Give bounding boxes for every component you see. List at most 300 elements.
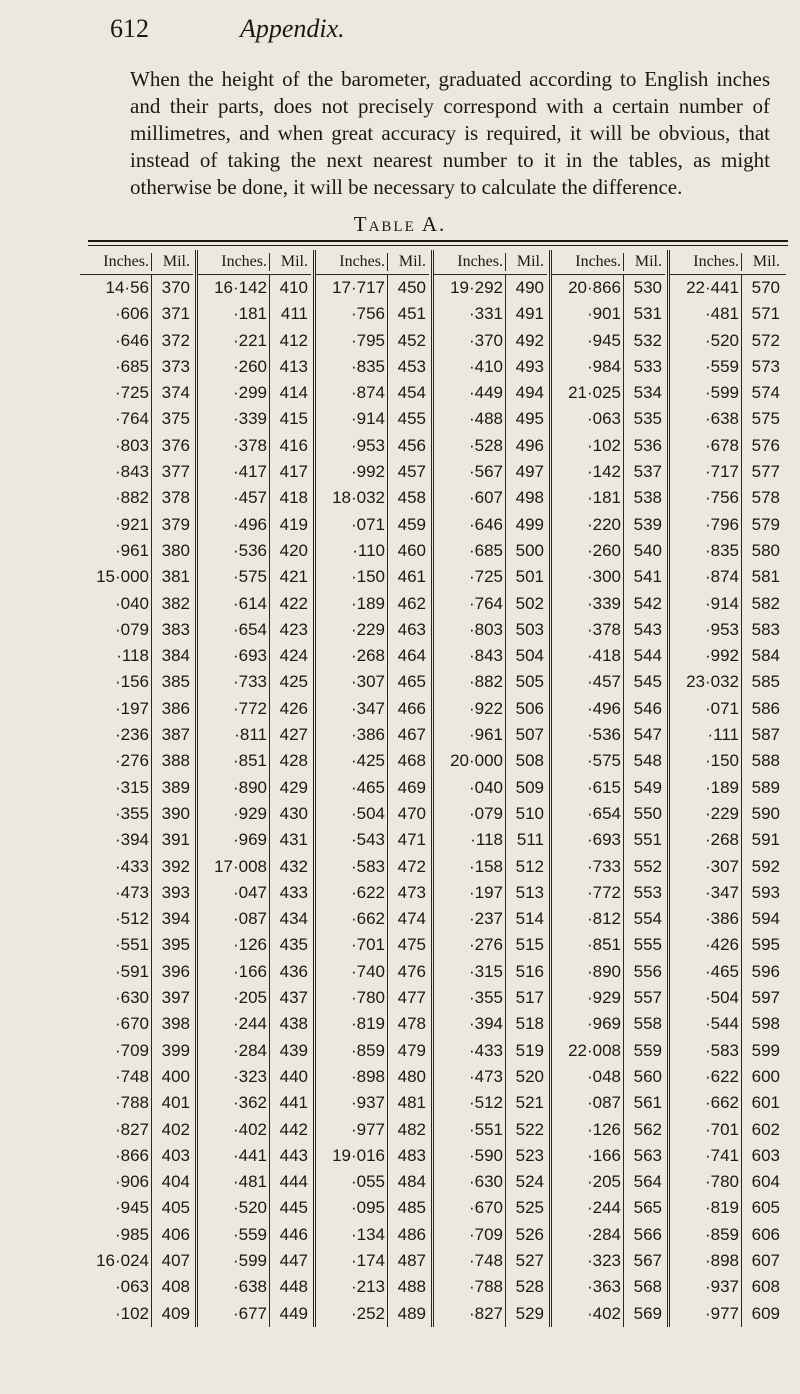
inches-cell: ·748 xyxy=(434,1248,506,1274)
table-row xyxy=(434,1143,547,1169)
mil-cell: 557 xyxy=(633,988,662,1008)
mil-cell: 562 xyxy=(633,1119,662,1139)
table-row xyxy=(434,775,547,801)
table-row xyxy=(198,1248,311,1274)
table-row xyxy=(434,1090,547,1116)
inches-cell: ·386 xyxy=(670,906,742,932)
inches-cell: ·906 xyxy=(80,1169,152,1195)
mil-cell: 476 xyxy=(397,961,426,981)
inches-cell: ·229 xyxy=(316,617,388,643)
mil-cell: 525 xyxy=(515,1198,544,1218)
table-row xyxy=(80,591,193,617)
mil-cell: 504 xyxy=(515,646,544,666)
mil-cell: 423 xyxy=(279,619,308,639)
mil-cell: 470 xyxy=(397,803,426,823)
inches-cell: ·063 xyxy=(80,1274,152,1300)
table-row xyxy=(316,459,429,485)
mil-cell: 558 xyxy=(633,1014,662,1034)
inches-cell: ·496 xyxy=(552,696,624,722)
table-row xyxy=(670,827,786,853)
mil-cell: 499 xyxy=(515,514,544,534)
inches-cell: ·835 xyxy=(316,354,388,380)
mil-cell: 406 xyxy=(161,1224,190,1244)
table-row xyxy=(552,433,665,459)
mil-cell: 544 xyxy=(633,646,662,666)
inches-cell: 22·441 xyxy=(670,275,742,301)
inches-cell: ·961 xyxy=(80,538,152,564)
inches-cell: ·307 xyxy=(316,669,388,695)
table-row xyxy=(434,643,547,669)
inches-cell: ·473 xyxy=(434,1064,506,1090)
inches-cell: ·961 xyxy=(434,722,506,748)
mil-cell: 430 xyxy=(279,803,308,823)
mil-cell: 475 xyxy=(397,935,426,955)
table-row xyxy=(80,538,193,564)
inches-cell: ·150 xyxy=(670,748,742,774)
mil-cell: 391 xyxy=(161,830,190,850)
mil-cell: 462 xyxy=(397,593,426,613)
mil-cell: 551 xyxy=(633,830,662,850)
column-headers xyxy=(670,250,786,275)
inches-cell: ·063 xyxy=(552,406,624,432)
inches-cell: ·410 xyxy=(434,354,506,380)
table-row xyxy=(670,801,786,827)
mil-cell: 592 xyxy=(751,856,780,876)
table-row xyxy=(434,854,547,880)
inches-cell: 20·000 xyxy=(434,748,506,774)
inches-cell: ·055 xyxy=(316,1169,388,1195)
inches-cell: ·654 xyxy=(552,801,624,827)
inches-cell: ·150 xyxy=(316,564,388,590)
table-row xyxy=(434,538,547,564)
inches-cell: ·268 xyxy=(316,643,388,669)
inches-cell: ·992 xyxy=(316,459,388,485)
inches-cell: ·725 xyxy=(80,380,152,406)
table-row xyxy=(552,617,665,643)
inches-cell: ·622 xyxy=(670,1064,742,1090)
table-row xyxy=(670,1169,786,1195)
table-row xyxy=(80,1064,193,1090)
column-headers xyxy=(198,250,311,275)
table-row xyxy=(434,959,547,985)
header-inches: Inches. xyxy=(670,253,742,271)
inches-cell: ·166 xyxy=(552,1143,624,1169)
mil-cell: 547 xyxy=(633,725,662,745)
table-row xyxy=(316,564,429,590)
mil-cell: 417 xyxy=(279,462,308,482)
mil-cell: 572 xyxy=(751,330,780,350)
inches-cell: ·323 xyxy=(198,1064,270,1090)
inches-cell: ·937 xyxy=(316,1090,388,1116)
inches-cell: ·670 xyxy=(434,1195,506,1221)
mil-cell: 602 xyxy=(751,1119,780,1139)
inches-cell: ·780 xyxy=(670,1169,742,1195)
inches-cell: ·859 xyxy=(670,1222,742,1248)
table-row xyxy=(80,1222,193,1248)
table-row xyxy=(316,1143,429,1169)
inches-cell: ·559 xyxy=(198,1222,270,1248)
mil-cell: 517 xyxy=(515,988,544,1008)
mil-cell: 390 xyxy=(161,803,190,823)
mil-cell: 497 xyxy=(515,462,544,482)
inches-cell: 23·032 xyxy=(670,669,742,695)
mil-cell: 428 xyxy=(279,751,308,771)
inches-cell: ·646 xyxy=(80,328,152,354)
mil-cell: 479 xyxy=(397,1040,426,1060)
inches-cell: ·126 xyxy=(552,1117,624,1143)
mil-cell: 514 xyxy=(515,909,544,929)
mil-cell: 597 xyxy=(751,988,780,1008)
table-row xyxy=(552,669,665,695)
table-row xyxy=(198,696,311,722)
inches-cell: ·890 xyxy=(198,775,270,801)
mil-cell: 383 xyxy=(161,619,190,639)
inches-cell: ·937 xyxy=(670,1274,742,1300)
mil-cell: 520 xyxy=(515,1066,544,1086)
table-row xyxy=(80,880,193,906)
table-row xyxy=(552,906,665,932)
header-inches: Inches. xyxy=(80,253,152,271)
mil-cell: 586 xyxy=(751,698,780,718)
table-row xyxy=(670,932,786,958)
table-row xyxy=(552,1038,665,1064)
table-row xyxy=(198,1117,311,1143)
inches-cell: ·300 xyxy=(552,564,624,590)
inches-cell: ·378 xyxy=(198,433,270,459)
table-row xyxy=(316,1195,429,1221)
inches-cell: ·812 xyxy=(552,906,624,932)
mil-cell: 465 xyxy=(397,672,426,692)
mil-cell: 446 xyxy=(279,1224,308,1244)
inches-cell: 19·016 xyxy=(316,1143,388,1169)
mil-cell: 567 xyxy=(633,1250,662,1270)
table-row xyxy=(434,328,547,354)
mil-cell: 608 xyxy=(751,1277,780,1297)
mil-cell: 566 xyxy=(633,1224,662,1244)
mil-cell: 388 xyxy=(161,751,190,771)
inches-cell: ·874 xyxy=(316,380,388,406)
mil-cell: 441 xyxy=(279,1093,308,1113)
intro-paragraph: When the height of the barometer, graduated according to English inches and their parts, does not precisely correspond with a certain number of millimetres, and when great accuracy is required, it will be obvious, that instead of taking the next nearest number to it in the tables, as might otherwise be done, it will be necessary to calculate the difference. xyxy=(130,67,770,199)
inches-cell: ·866 xyxy=(80,1143,152,1169)
mil-cell: 539 xyxy=(633,514,662,534)
inches-cell: ·843 xyxy=(434,643,506,669)
table-row xyxy=(198,538,311,564)
inches-cell: ·433 xyxy=(80,854,152,880)
mil-cell: 453 xyxy=(397,356,426,376)
mil-cell: 607 xyxy=(751,1250,780,1270)
mil-cell: 386 xyxy=(161,698,190,718)
inches-cell: 18·032 xyxy=(316,485,388,511)
table-row xyxy=(670,275,786,301)
mil-cell: 574 xyxy=(751,383,780,403)
mil-cell: 398 xyxy=(161,1014,190,1034)
mil-cell: 450 xyxy=(397,278,426,297)
inches-cell: ·339 xyxy=(198,406,270,432)
mil-cell: 431 xyxy=(279,830,308,850)
mil-cell: 455 xyxy=(397,409,426,429)
table-row xyxy=(198,932,311,958)
inches-cell: ·977 xyxy=(316,1117,388,1143)
inches-cell: ·764 xyxy=(80,406,152,432)
mil-cell: 598 xyxy=(751,1014,780,1034)
inches-cell: ·953 xyxy=(316,433,388,459)
table-title: Table A. xyxy=(353,212,447,236)
inches-cell: ·811 xyxy=(198,722,270,748)
inches-cell: ·945 xyxy=(552,328,624,354)
page-header xyxy=(110,14,710,54)
mil-cell: 434 xyxy=(279,909,308,929)
mil-cell: 537 xyxy=(633,462,662,482)
mil-cell: 372 xyxy=(161,330,190,350)
table-row xyxy=(316,748,429,774)
inches-cell: ·606 xyxy=(80,301,152,327)
table-row xyxy=(316,591,429,617)
inches-cell: ·040 xyxy=(80,591,152,617)
inches-cell: ·536 xyxy=(552,722,624,748)
inches-cell: ·929 xyxy=(552,985,624,1011)
inches-cell: 14·56 xyxy=(80,275,152,301)
mil-cell: 581 xyxy=(751,567,780,587)
table-row xyxy=(670,1195,786,1221)
mil-cell: 502 xyxy=(515,593,544,613)
mil-cell: 442 xyxy=(279,1119,308,1139)
table-row xyxy=(434,906,547,932)
inches-cell: ·528 xyxy=(434,433,506,459)
inches-cell: ·670 xyxy=(80,1011,152,1037)
table-row xyxy=(670,696,786,722)
mil-cell: 565 xyxy=(633,1198,662,1218)
mil-cell: 545 xyxy=(633,672,662,692)
inches-cell: 17·008 xyxy=(198,854,270,880)
inches-cell: ·788 xyxy=(80,1090,152,1116)
mil-cell: 481 xyxy=(397,1093,426,1113)
mil-cell: 556 xyxy=(633,961,662,981)
table-row xyxy=(552,591,665,617)
inches-cell: ·662 xyxy=(316,906,388,932)
inches-cell: ·788 xyxy=(434,1274,506,1300)
mil-cell: 529 xyxy=(515,1303,544,1323)
inches-cell: ·418 xyxy=(552,643,624,669)
mil-cell: 444 xyxy=(279,1172,308,1192)
table-row xyxy=(670,669,786,695)
inches-cell: ·733 xyxy=(198,669,270,695)
inches-cell: 16·142 xyxy=(198,275,270,301)
inches-cell: ·244 xyxy=(552,1195,624,1221)
inches-cell: ·134 xyxy=(316,1222,388,1248)
inches-cell: ·630 xyxy=(434,1169,506,1195)
table-row xyxy=(316,617,429,643)
inches-cell: ·693 xyxy=(552,827,624,853)
table-row xyxy=(670,1274,786,1300)
inches-cell: ·488 xyxy=(434,406,506,432)
mil-cell: 518 xyxy=(515,1014,544,1034)
mil-cell: 579 xyxy=(751,514,780,534)
table-row xyxy=(198,354,311,380)
mil-cell: 606 xyxy=(751,1224,780,1244)
inches-cell: ·701 xyxy=(670,1117,742,1143)
inches-cell: ·156 xyxy=(80,669,152,695)
mil-cell: 472 xyxy=(397,856,426,876)
mil-cell: 601 xyxy=(751,1093,780,1113)
mil-cell: 445 xyxy=(279,1198,308,1218)
mil-cell: 576 xyxy=(751,435,780,455)
inches-cell: ·551 xyxy=(80,932,152,958)
table-row xyxy=(80,1143,193,1169)
inches-cell: ·496 xyxy=(198,512,270,538)
mil-cell: 440 xyxy=(279,1066,308,1086)
table-row xyxy=(434,301,547,327)
inches-cell: ·756 xyxy=(670,485,742,511)
table-row xyxy=(198,775,311,801)
table-row xyxy=(670,1064,786,1090)
inches-cell: ·733 xyxy=(552,854,624,880)
table-row xyxy=(80,1195,193,1221)
mil-cell: 439 xyxy=(279,1040,308,1060)
table-row xyxy=(434,1222,547,1248)
inches-cell: ·969 xyxy=(198,827,270,853)
mil-cell: 494 xyxy=(515,383,544,403)
mil-cell: 582 xyxy=(751,593,780,613)
table-row xyxy=(198,1274,311,1300)
table-row xyxy=(198,485,311,511)
mil-cell: 538 xyxy=(633,488,662,508)
inches-cell: ·882 xyxy=(80,485,152,511)
mil-cell: 448 xyxy=(279,1277,308,1297)
table-row xyxy=(198,1301,311,1327)
mil-cell: 403 xyxy=(161,1145,190,1165)
inches-cell: ·914 xyxy=(316,406,388,432)
mil-cell: 492 xyxy=(515,330,544,350)
inches-cell: ·378 xyxy=(552,617,624,643)
table-row xyxy=(316,932,429,958)
inches-cell: ·441 xyxy=(198,1143,270,1169)
table-row xyxy=(670,459,786,485)
inches-cell: ·544 xyxy=(670,1011,742,1037)
table-row xyxy=(552,854,665,880)
running-head: Appendix. xyxy=(240,14,345,43)
table-row xyxy=(552,1248,665,1274)
inches-cell: ·591 xyxy=(80,959,152,985)
inches-cell: ·087 xyxy=(198,906,270,932)
mil-cell: 464 xyxy=(397,646,426,666)
table-row xyxy=(316,643,429,669)
inches-cell: 21·025 xyxy=(552,380,624,406)
table-row xyxy=(80,485,193,511)
mil-cell: 374 xyxy=(161,383,190,403)
table-row xyxy=(670,591,786,617)
inches-cell: ·921 xyxy=(80,512,152,538)
table-row xyxy=(552,1117,665,1143)
table-row xyxy=(552,1301,665,1327)
mil-cell: 463 xyxy=(397,619,426,639)
column-headers xyxy=(316,250,429,275)
inches-cell: ·048 xyxy=(552,1064,624,1090)
header-inches: Inches. xyxy=(198,253,270,271)
table-row xyxy=(552,485,665,511)
table-row xyxy=(80,1011,193,1037)
inches-cell: ·095 xyxy=(316,1195,388,1221)
table-row xyxy=(316,380,429,406)
table-row xyxy=(80,748,193,774)
inches-cell: ·197 xyxy=(434,880,506,906)
inches-cell: ·693 xyxy=(198,643,270,669)
inches-cell: ·843 xyxy=(80,459,152,485)
table-row xyxy=(80,827,193,853)
table-row xyxy=(80,354,193,380)
mil-cell: 593 xyxy=(751,882,780,902)
inches-cell: ·457 xyxy=(552,669,624,695)
table-row xyxy=(80,301,193,327)
inches-cell: ·583 xyxy=(316,854,388,880)
table-row xyxy=(316,775,429,801)
mil-cell: 377 xyxy=(161,462,190,482)
table-row xyxy=(552,1064,665,1090)
table-row xyxy=(80,643,193,669)
table-row xyxy=(670,775,786,801)
table-row xyxy=(316,1274,429,1300)
inches-cell: ·607 xyxy=(434,485,506,511)
inches-cell: ·220 xyxy=(552,512,624,538)
table-row xyxy=(80,1248,193,1274)
table-row xyxy=(80,406,193,432)
table-row xyxy=(434,1117,547,1143)
table-row xyxy=(670,985,786,1011)
inches-cell: ·740 xyxy=(316,959,388,985)
mil-cell: 385 xyxy=(161,672,190,692)
table-row xyxy=(552,722,665,748)
mil-cell: 371 xyxy=(161,304,190,324)
inches-cell: ·174 xyxy=(316,1248,388,1274)
inches-cell: ·236 xyxy=(80,722,152,748)
table-block xyxy=(552,250,670,1327)
table-row xyxy=(316,669,429,695)
inches-cell: ·252 xyxy=(316,1301,388,1327)
mil-cell: 571 xyxy=(751,304,780,324)
table-row xyxy=(198,959,311,985)
mil-cell: 378 xyxy=(161,488,190,508)
inches-cell: ·638 xyxy=(670,406,742,432)
inches-cell: ·922 xyxy=(434,696,506,722)
mil-cell: 420 xyxy=(279,540,308,560)
mil-cell: 549 xyxy=(633,777,662,797)
header-inches: Inches. xyxy=(552,253,624,271)
inches-cell: ·465 xyxy=(316,775,388,801)
inches-cell: ·276 xyxy=(434,932,506,958)
inches-cell: ·890 xyxy=(552,959,624,985)
table-row xyxy=(434,1169,547,1195)
table-row xyxy=(434,354,547,380)
table-row xyxy=(80,1301,193,1327)
mil-cell: 570 xyxy=(751,278,780,297)
mil-cell: 461 xyxy=(397,567,426,587)
table-row xyxy=(198,906,311,932)
mil-cell: 459 xyxy=(397,514,426,534)
inches-cell: ·449 xyxy=(434,380,506,406)
table-row xyxy=(316,1301,429,1327)
inches-cell: ·402 xyxy=(198,1117,270,1143)
inches-cell: ·323 xyxy=(552,1248,624,1274)
table-row xyxy=(434,459,547,485)
header-mil: Mil. xyxy=(162,253,190,270)
table-row xyxy=(552,564,665,590)
table-row xyxy=(198,406,311,432)
mil-cell: 422 xyxy=(279,593,308,613)
mil-cell: 500 xyxy=(515,540,544,560)
mil-cell: 482 xyxy=(397,1119,426,1139)
column-headers xyxy=(552,250,665,275)
inches-cell: ·425 xyxy=(316,748,388,774)
